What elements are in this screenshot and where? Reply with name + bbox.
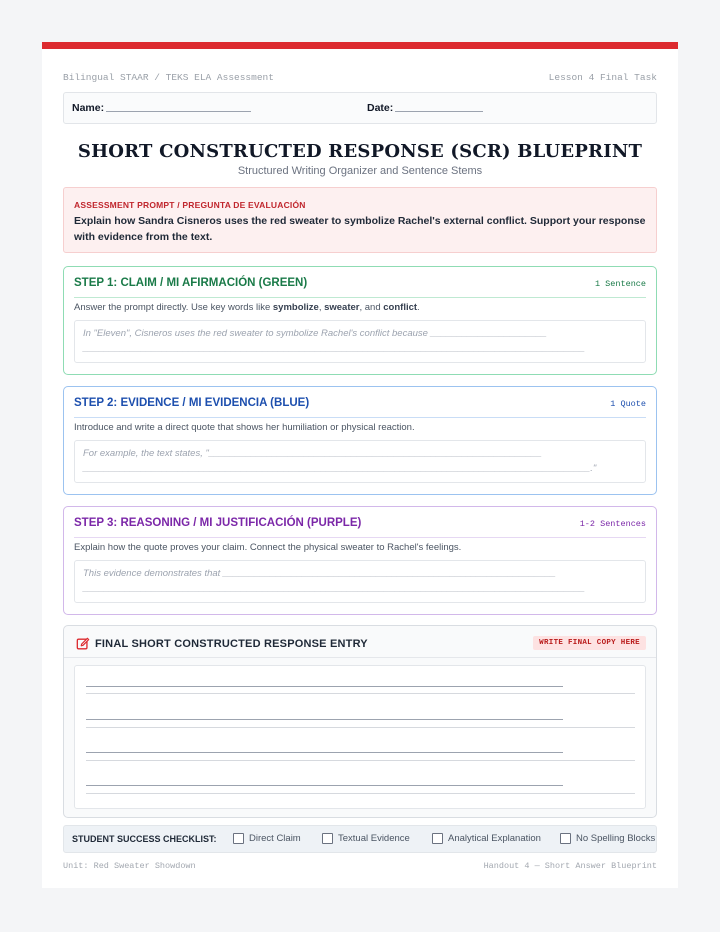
reasoning-sentence-stem[interactable]: This evidence demonstrates that _______________________________________________________________ _______________________________________________________________________________________________ [74, 560, 646, 603]
writing-line [86, 719, 563, 720]
instruction-sep: , [318, 302, 325, 313]
step-header [74, 397, 646, 418]
page-footer [63, 861, 657, 871]
step-instruction: Explain how the quote proves your claim. Connect the physical sweater to Rachel's feelings. [74, 542, 462, 553]
claim-sentence-stem[interactable]: In "Eleven", Cisneros uses the red sweater to symbolize Rachel's conflict because ______________________ _______________________________________________________________________________________________ [74, 320, 646, 363]
evidence-sentence-stem[interactable]: For example, the text states, "_______________________________________________________________ ________________________________________________________________________________________________." [74, 440, 646, 483]
step-count: 1 Quote [610, 399, 646, 409]
keyword-conflict: conflict [383, 302, 418, 313]
name-label: Name: [72, 102, 105, 114]
instruction-sep: , and [359, 302, 384, 313]
step-title: STEP 2: EVIDENCE / MI EVIDENCIA (BLUE) [74, 397, 310, 409]
checklist-item-direct-claim[interactable] [233, 833, 301, 844]
writing-line [86, 785, 563, 786]
instruction-text: Answer the prompt directly. Use key words like [74, 302, 273, 313]
lesson-label: Lesson 4 Final Task [548, 72, 657, 83]
writing-line [86, 686, 563, 687]
success-checklist [63, 825, 657, 853]
checkbox[interactable] [560, 833, 571, 844]
checklist-item-label: Direct Claim [249, 833, 301, 844]
checklist-item-label: Analytical Explanation [448, 833, 541, 844]
footer-handout: Handout 4 — Short Answer Blueprint [483, 861, 657, 871]
date-field[interactable] [395, 111, 483, 112]
writing-line [86, 793, 635, 794]
instruction-end: . [417, 302, 420, 313]
prompt-label: ASSESSMENT PROMPT / PREGUNTA DE EVALUACIÓN [74, 200, 306, 210]
writing-line [86, 727, 635, 728]
step-instruction [74, 302, 420, 313]
edit-icon [76, 637, 90, 651]
checklist-item-no-spelling-blocks[interactable] [560, 833, 655, 844]
prompt-text: Explain how Sandra Cisneros uses the red sweater to symbolize Rachel's external conflict. Support your response with evidence from the text. [74, 215, 646, 243]
name-date-box [63, 92, 657, 124]
footer-unit: Unit: Red Sweater Showdown [63, 861, 196, 871]
checklist-item-analytical-explanation[interactable] [432, 833, 541, 844]
step-title: STEP 3: REASONING / MI JUSTIFICACIÓN (PURPLE) [74, 517, 362, 529]
page-subtitle: Structured Writing Organizer and Sentence Stems [237, 165, 483, 177]
step-title: STEP 1: CLAIM / MI AFIRMACIÓN (GREEN) [74, 277, 308, 289]
checkbox[interactable] [432, 833, 443, 844]
course-label: Bilingual STAAR / TEKS ELA Assessment [63, 72, 274, 83]
keyword-sweater: sweater [324, 302, 360, 313]
checkbox[interactable] [233, 833, 244, 844]
step-reasoning [63, 506, 657, 615]
assessment-prompt [63, 187, 657, 253]
worksheet-page [42, 42, 678, 888]
checklist-label: STUDENT SUCCESS CHECKLIST: [72, 834, 217, 844]
step-claim [63, 266, 657, 375]
checklist-item-textual-evidence[interactable] [322, 833, 410, 844]
step-instruction: Introduce and write a direct quote that shows her humiliation or physical reaction. [74, 422, 415, 433]
writing-line [86, 760, 635, 761]
final-title: FINAL SHORT CONSTRUCTED RESPONSE ENTRY [95, 638, 368, 650]
final-divider [64, 657, 656, 658]
checkbox[interactable] [322, 833, 333, 844]
page-title: SHORT CONSTRUCTED RESPONSE (SCR) BLUEPRINT [77, 141, 643, 162]
writing-line [86, 693, 635, 694]
header-meta [42, 72, 678, 83]
final-response-section [63, 625, 657, 818]
step-evidence [63, 386, 657, 495]
top-accent-bar [42, 42, 678, 49]
step-header [74, 517, 646, 538]
step-count: 1 Sentence [594, 279, 646, 289]
checklist-item-label: Textual Evidence [338, 833, 410, 844]
name-field[interactable] [106, 111, 251, 112]
final-response-area[interactable] [74, 665, 646, 809]
step-count: 1-2 Sentences [579, 519, 646, 529]
final-copy-badge: WRITE FINAL COPY HERE [533, 636, 646, 650]
step-header [74, 277, 646, 298]
keyword-symbolize: symbolize [272, 302, 319, 313]
writing-line [86, 752, 563, 753]
date-label: Date: [367, 102, 394, 114]
checklist-item-label: No Spelling Blocks [576, 833, 656, 844]
